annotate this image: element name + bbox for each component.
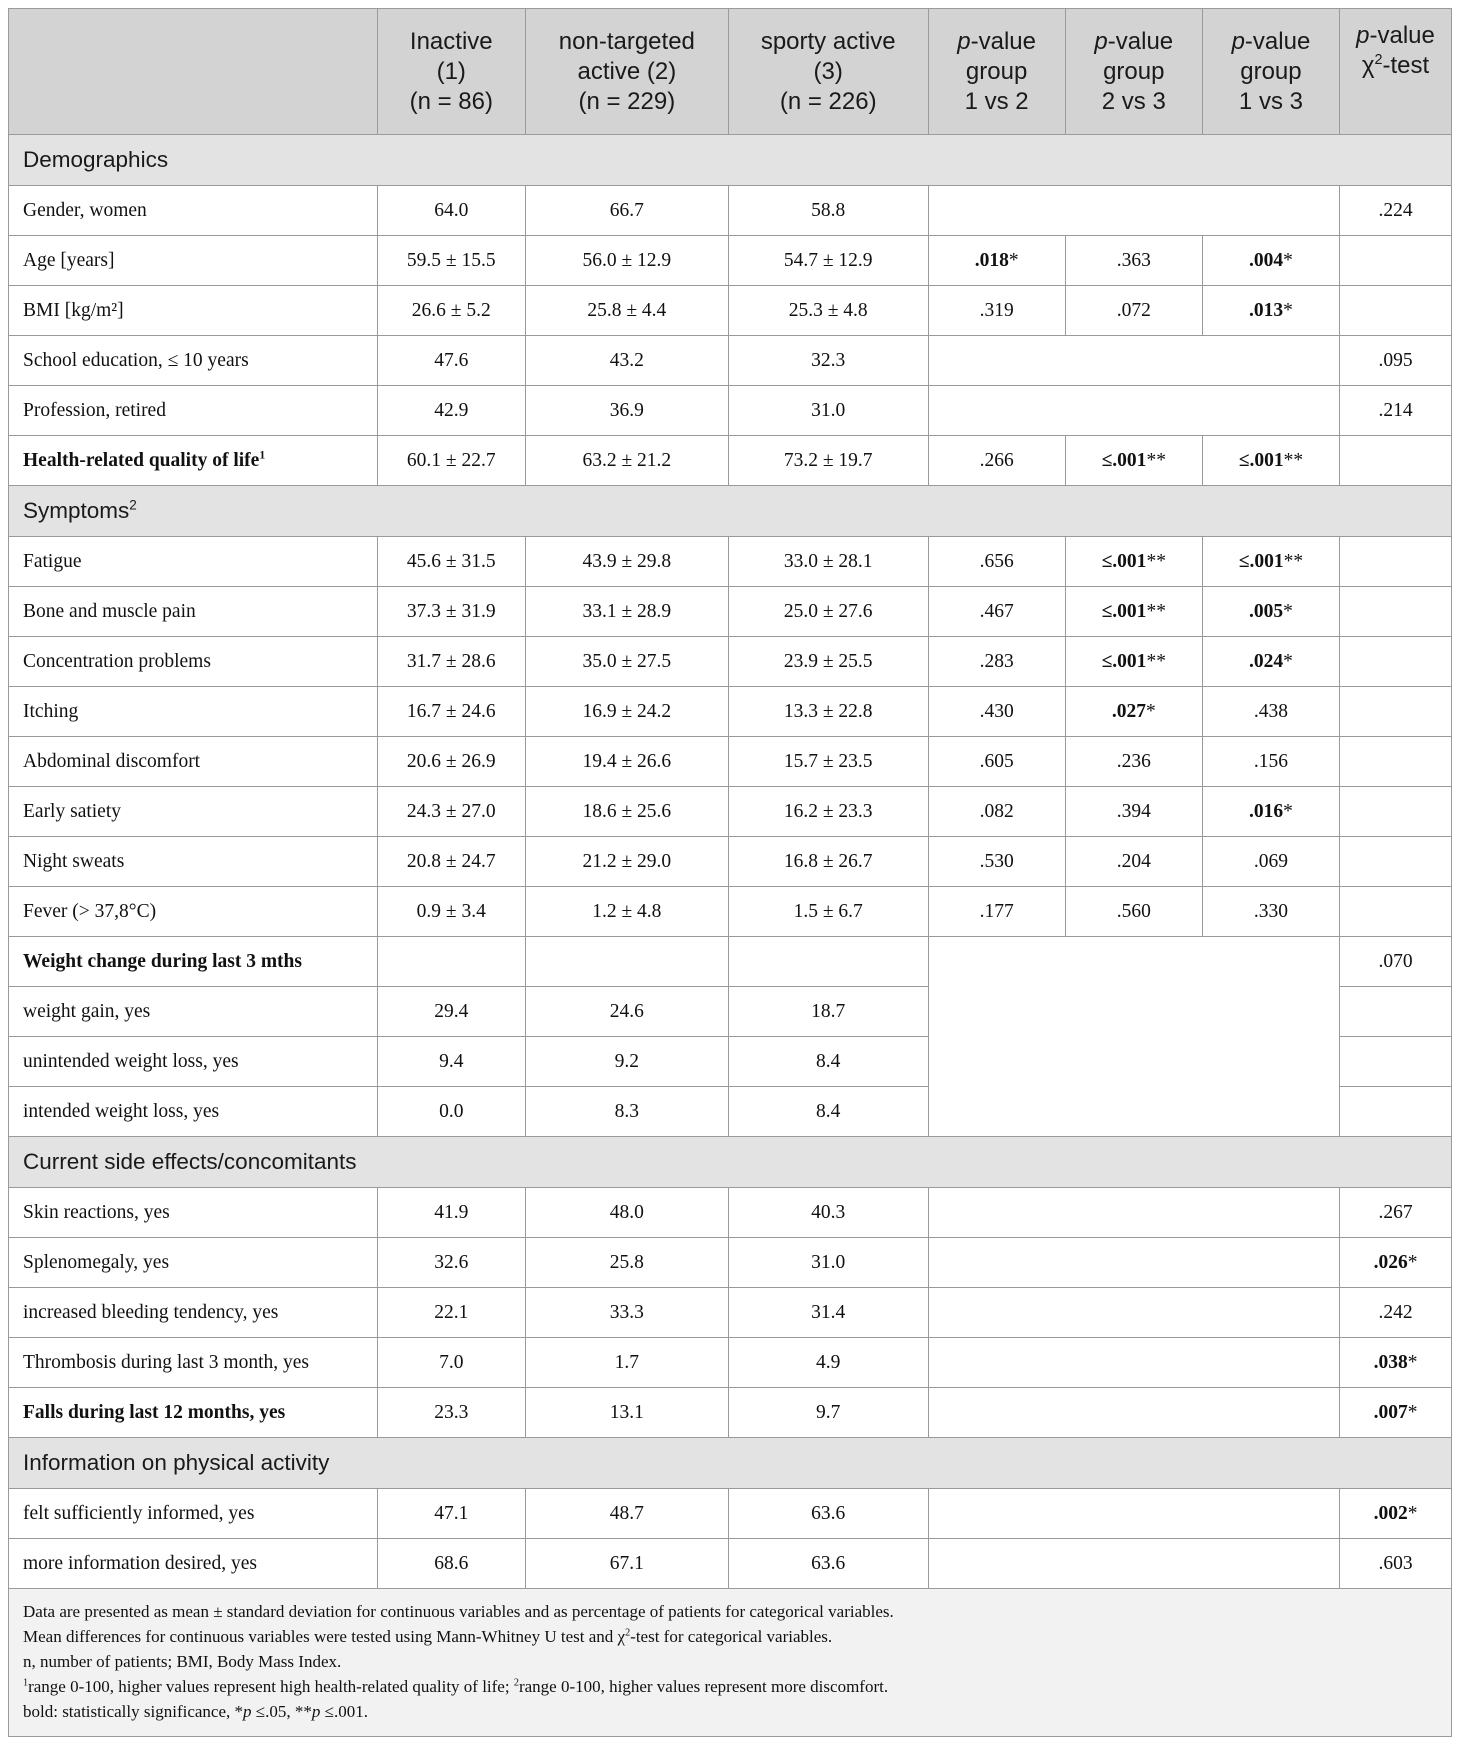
p-value: .002: [1373, 1502, 1408, 1524]
cell-p23: .204: [1065, 837, 1202, 887]
cell-p13: [1202, 236, 1339, 286]
cell-group1: 9.4: [377, 1037, 525, 1087]
cell-pairwise-empty: [928, 937, 1339, 1137]
cell-group1: 7.0: [377, 1338, 525, 1388]
cell-pchi: [1340, 436, 1452, 486]
cell-group2: 13.1: [525, 1388, 728, 1438]
cell-pairwise-empty: [928, 336, 1339, 386]
cell-group1: 22.1: [377, 1288, 525, 1338]
significance-star: **: [1283, 550, 1304, 572]
header-p12-line3: 1 vs 2: [964, 87, 1029, 115]
cell-pchi: [1340, 236, 1452, 286]
p-italic: p: [1356, 22, 1370, 49]
cell-pchi: [1340, 537, 1452, 587]
footnote-line: [23, 1624, 1437, 1649]
header-group1: [377, 9, 525, 135]
p-value: ≤.001: [1238, 449, 1284, 471]
cell-group3: 8.4: [728, 1037, 928, 1087]
footnote-line: [23, 1699, 1437, 1724]
table-row: [9, 286, 1452, 336]
table-row: [9, 1388, 1452, 1438]
cell-p13: [1202, 436, 1339, 486]
section-symptoms: [9, 486, 1452, 537]
cell-group2: 48.0: [525, 1188, 728, 1238]
p-italic: p: [957, 27, 971, 55]
p-value-suffix: -value: [970, 27, 1036, 55]
results-table: [8, 8, 1452, 1737]
row-label: Fatigue: [9, 537, 378, 587]
row-label: Falls during last 12 months, yes: [9, 1388, 378, 1438]
table-row: [9, 436, 1452, 486]
cell-pchi: [1340, 1388, 1452, 1438]
p-value: .038: [1373, 1351, 1408, 1373]
header-group2-line2: active (2): [577, 57, 677, 85]
cell-p13: [1202, 537, 1339, 587]
cell-p12: .605: [928, 737, 1065, 787]
cell-group2: 1.2 ± 4.8: [525, 887, 728, 937]
table-footnotes: [9, 1589, 1452, 1737]
cell-p13: .438: [1202, 687, 1339, 737]
significance-star: *: [1283, 650, 1293, 672]
table-row: [9, 1338, 1452, 1388]
significance-star: *: [1407, 1502, 1418, 1524]
cell-group1: 41.9: [377, 1188, 525, 1238]
cell-group1: 68.6: [377, 1539, 525, 1589]
section-symptoms-label: Symptoms: [23, 498, 130, 523]
cell-group1: 26.6 ± 5.2: [377, 286, 525, 336]
section-demographics: Demographics: [9, 135, 1452, 186]
cell-group3: 32.3: [728, 336, 928, 386]
chi-symbol: χ: [1361, 52, 1375, 79]
cell-pchi: [1340, 1338, 1452, 1388]
cell-group2: 8.3: [525, 1087, 728, 1137]
cell-p13: .069: [1202, 837, 1339, 887]
footnote-text: range 0-100, higher values represent more discomfort.: [518, 1677, 889, 1696]
cell-group2: 63.2 ± 21.2: [525, 436, 728, 486]
p-value: ≤.001: [1101, 449, 1147, 471]
cell-p23: .363: [1065, 236, 1202, 286]
footnote-text: ≤.001.: [320, 1702, 368, 1721]
row-label: Bone and muscle pain: [9, 587, 378, 637]
table-row: [9, 537, 1452, 587]
cell-pchi: [1340, 687, 1452, 737]
cell-group3: 15.7 ± 23.5: [728, 737, 928, 787]
row-label: Thrombosis during last 3 month, yes: [9, 1338, 378, 1388]
footnote-marker: 1: [259, 448, 266, 461]
cell-p23: [1065, 587, 1202, 637]
cell-group3: 4.9: [728, 1338, 928, 1388]
cell-group1: 24.3 ± 27.0: [377, 787, 525, 837]
cell-pchi: [1340, 286, 1452, 336]
cell-group1: 64.0: [377, 186, 525, 236]
p-value: ≤.001: [1238, 550, 1284, 572]
cell-p23: .560: [1065, 887, 1202, 937]
chi-superscript: 2: [625, 1627, 631, 1639]
significance-star: **: [1146, 550, 1166, 572]
footnote-text: ≤.05, **: [251, 1702, 312, 1721]
cell-pairwise-empty: [928, 186, 1339, 236]
cell-group3: 25.0 ± 27.6: [728, 587, 928, 637]
p-value-suffix: -value: [1244, 27, 1311, 55]
cell-p23: .394: [1065, 787, 1202, 837]
cell-group3: 18.7: [728, 987, 928, 1037]
cell-group2: 43.9 ± 29.8: [525, 537, 728, 587]
cell-pairwise-empty: [928, 1188, 1339, 1238]
cell-group2: 35.0 ± 27.5: [525, 637, 728, 687]
table-row: [9, 1489, 1452, 1539]
row-label: Itching: [9, 687, 378, 737]
cell-pairwise-empty: [928, 1388, 1339, 1438]
footnote-line: [23, 1674, 1437, 1699]
cell-p12: .530: [928, 837, 1065, 887]
table-row: [9, 837, 1452, 887]
row-label: Fever (> 37,8°C): [9, 887, 378, 937]
header-p23: [1065, 9, 1202, 135]
row-label: Night sweats: [9, 837, 378, 887]
cell-group2: 48.7: [525, 1489, 728, 1539]
cell-pchi: .603: [1340, 1539, 1452, 1589]
cell-pchi: [1340, 1489, 1452, 1539]
table-row: [9, 1188, 1452, 1238]
section-row: [9, 1438, 1452, 1489]
footnote-marker: 1: [23, 1677, 29, 1689]
p-value-suffix: -value: [1369, 22, 1435, 49]
footnote-text: bold: statistically significance, *: [23, 1702, 244, 1721]
cell-pchi: [1340, 637, 1452, 687]
header-group1-line1: Inactive: [409, 27, 493, 55]
header-p13: [1202, 9, 1339, 135]
header-p23-line3: 2 vs 3: [1101, 87, 1166, 115]
cell-group2: [525, 937, 728, 987]
cell-p12: .656: [928, 537, 1065, 587]
cell-group2: 66.7: [525, 186, 728, 236]
header-p13-line3: 1 vs 3: [1238, 87, 1303, 115]
cell-pairwise-empty: [928, 1338, 1339, 1388]
cell-group1: 20.6 ± 26.9: [377, 737, 525, 787]
cell-group1: 37.3 ± 31.9: [377, 587, 525, 637]
cell-group3: 16.8 ± 26.7: [728, 837, 928, 887]
header-group3-line1: sporty active: [760, 27, 896, 55]
cell-group3: 54.7 ± 12.9: [728, 236, 928, 286]
p-italic: p: [311, 1702, 321, 1721]
cell-group3: 33.0 ± 28.1: [728, 537, 928, 587]
p-value: .026: [1373, 1251, 1408, 1273]
row-label: Early satiety: [9, 787, 378, 837]
cell-group1: 29.4: [377, 987, 525, 1037]
section-information: Information on physical activity: [9, 1438, 1452, 1489]
header-label-column: [9, 9, 378, 135]
cell-group3: 8.4: [728, 1087, 928, 1137]
table-row: [9, 386, 1452, 436]
cell-group1: 42.9: [377, 386, 525, 436]
cell-pairwise-empty: [928, 386, 1339, 436]
cell-pchi: [1340, 887, 1452, 937]
cell-pchi: [1340, 837, 1452, 887]
chi-superscript: 2: [1374, 52, 1383, 68]
cell-group1: 0.9 ± 3.4: [377, 887, 525, 937]
table-row: [9, 186, 1452, 236]
header-p13-line2: group: [1240, 57, 1302, 85]
header-group3-line2: (3): [813, 57, 843, 85]
table-row: [9, 236, 1452, 286]
footnote-text: -test for categorical variables.: [630, 1627, 833, 1646]
cell-group2: 33.3: [525, 1288, 728, 1338]
header-p12: [928, 9, 1065, 135]
table-row: [9, 887, 1452, 937]
section-row: [9, 486, 1452, 537]
cell-group2: 67.1: [525, 1539, 728, 1589]
header-p12-line2: group: [965, 57, 1028, 85]
p-value: .007: [1373, 1401, 1408, 1423]
cell-p13: [1202, 286, 1339, 336]
significance-star: *: [1283, 249, 1293, 271]
cell-pchi: .242: [1340, 1288, 1452, 1338]
header-group2-line3: (n = 229): [578, 87, 676, 115]
cell-group2: 16.9 ± 24.2: [525, 687, 728, 737]
header-p23-line2: group: [1103, 57, 1165, 85]
header-group1-line3: (n = 86): [409, 87, 493, 115]
cell-pchi: [1340, 1238, 1452, 1288]
chi-symbol: χ: [617, 1627, 626, 1646]
cell-pairwise-empty: [928, 1238, 1339, 1288]
significance-star: **: [1283, 449, 1304, 471]
cell-group1: [377, 937, 525, 987]
row-label: [9, 436, 378, 486]
row-label: felt sufficiently informed, yes: [9, 1489, 378, 1539]
p-italic: p: [1231, 27, 1245, 55]
p-italic: p: [1094, 27, 1108, 55]
significance-star: **: [1146, 449, 1166, 471]
significance-star: *: [1407, 1401, 1418, 1423]
cell-group2: 18.6 ± 25.6: [525, 787, 728, 837]
row-label-text: Health-related quality of life: [23, 449, 260, 471]
cell-group3: 63.6: [728, 1489, 928, 1539]
cell-group2: 25.8 ± 4.4: [525, 286, 728, 336]
significance-star: *: [1407, 1251, 1418, 1273]
table-row: [9, 687, 1452, 737]
header-group3-line3: (n = 226): [779, 87, 877, 115]
footnote-marker: 2: [129, 497, 137, 513]
cell-group1: 20.8 ± 24.7: [377, 837, 525, 887]
table-row: [9, 587, 1452, 637]
significance-star: *: [1407, 1351, 1418, 1373]
cell-group2: 24.6: [525, 987, 728, 1037]
significance-star: *: [1283, 600, 1293, 622]
p-value-suffix: -value: [1107, 27, 1174, 55]
row-label: unintended weight loss, yes: [9, 1037, 378, 1087]
cell-group1: 16.7 ± 24.6: [377, 687, 525, 737]
cell-group3: 9.7: [728, 1388, 928, 1438]
header-group2-line1: non-targeted: [558, 27, 695, 55]
p-value: ≤.001: [1101, 550, 1147, 572]
cell-p12: .082: [928, 787, 1065, 837]
cell-pchi: .095: [1340, 336, 1452, 386]
table-row: [9, 1288, 1452, 1338]
cell-group2: 56.0 ± 12.9: [525, 236, 728, 286]
cell-group1: 32.6: [377, 1238, 525, 1288]
row-label: School education, ≤ 10 years: [9, 336, 378, 386]
cell-p12: .430: [928, 687, 1065, 737]
row-label: Skin reactions, yes: [9, 1188, 378, 1238]
cell-group3: 31.0: [728, 386, 928, 436]
footnote-line: n, number of patients; BMI, Body Mass Index.: [23, 1652, 342, 1671]
p-value: .027: [1111, 700, 1146, 722]
header-pchi-line2: -test: [1382, 52, 1430, 79]
cell-p13: [1202, 787, 1339, 837]
row-label: weight gain, yes: [9, 987, 378, 1037]
cell-group1: 59.5 ± 15.5: [377, 236, 525, 286]
table-row: [9, 1238, 1452, 1288]
p-italic: p: [243, 1702, 252, 1721]
cell-pchi: .214: [1340, 386, 1452, 436]
cell-group3: 31.4: [728, 1288, 928, 1338]
cell-p12: .266: [928, 436, 1065, 486]
table-row: [9, 787, 1452, 837]
cell-group2: 19.4 ± 26.6: [525, 737, 728, 787]
significance-star: *: [1145, 700, 1156, 722]
table-row: [9, 937, 1452, 987]
cell-group2: 36.9: [525, 386, 728, 436]
footnote-text: range 0-100, higher values represent high health-related quality of life;: [28, 1677, 514, 1696]
cell-group1: 60.1 ± 22.7: [377, 436, 525, 486]
row-label: intended weight loss, yes: [9, 1087, 378, 1137]
footnote-marker: 2: [513, 1677, 519, 1689]
cell-pchi: .070: [1340, 937, 1452, 987]
p-value: ≤.001: [1101, 600, 1147, 622]
cell-p23: .236: [1065, 737, 1202, 787]
significance-star: *: [1283, 299, 1293, 321]
cell-group3: [728, 937, 928, 987]
cell-pchi: [1340, 1087, 1452, 1137]
cell-p23: [1065, 436, 1202, 486]
cell-p12: .177: [928, 887, 1065, 937]
cell-group3: 1.5 ± 6.7: [728, 887, 928, 937]
header-group1-line2: (1): [436, 57, 466, 85]
row-label: Splenomegaly, yes: [9, 1238, 378, 1288]
cell-pairwise-empty: [928, 1539, 1339, 1589]
cell-group1: 31.7 ± 28.6: [377, 637, 525, 687]
p-value: ≤.001: [1101, 650, 1147, 672]
table-row: [9, 1539, 1452, 1589]
row-label: Age [years]: [9, 236, 378, 286]
header-pchi: [1340, 9, 1452, 135]
significance-star: **: [1146, 600, 1166, 622]
section-row: [9, 1137, 1452, 1188]
row-label: increased bleeding tendency, yes: [9, 1288, 378, 1338]
cell-group2: 25.8: [525, 1238, 728, 1288]
cell-group1: 47.6: [377, 336, 525, 386]
cell-group1: 45.6 ± 31.5: [377, 537, 525, 587]
p-value: .016: [1249, 800, 1284, 822]
p-value: .024: [1249, 650, 1284, 672]
p-value: .005: [1249, 600, 1284, 622]
cell-group3: 31.0: [728, 1238, 928, 1288]
cell-group3: 16.2 ± 23.3: [728, 787, 928, 837]
cell-pairwise-empty: [928, 1288, 1339, 1338]
section-row: [9, 135, 1452, 186]
cell-group1: 23.3: [377, 1388, 525, 1438]
cell-p13: .330: [1202, 887, 1339, 937]
header-row: [9, 9, 1452, 135]
cell-pchi: [1340, 787, 1452, 837]
cell-pchi: [1340, 737, 1452, 787]
cell-p23: [1065, 637, 1202, 687]
footnote-row: [9, 1589, 1452, 1737]
cell-p23: .072: [1065, 286, 1202, 336]
header-group3: [728, 9, 928, 135]
table-row: [9, 336, 1452, 386]
table-row: [9, 637, 1452, 687]
p-value: .018: [974, 249, 1009, 271]
cell-p12: .283: [928, 637, 1065, 687]
cell-pchi: .267: [1340, 1188, 1452, 1238]
p-value: .004: [1249, 249, 1284, 271]
cell-group2: 43.2: [525, 336, 728, 386]
row-label: Abdominal discomfort: [9, 737, 378, 787]
cell-p12: .319: [928, 286, 1065, 336]
cell-p13: [1202, 637, 1339, 687]
cell-group3: 13.3 ± 22.8: [728, 687, 928, 737]
cell-pchi: [1340, 587, 1452, 637]
cell-p23: [1065, 537, 1202, 587]
row-label: Weight change during last 3 mths: [9, 937, 378, 987]
cell-p12: .467: [928, 587, 1065, 637]
p-value: .013: [1249, 299, 1284, 321]
footnote-line: Data are presented as mean ± standard deviation for continuous variables and as percentage of patients for categorical variables.: [23, 1602, 894, 1621]
footnote-text: Mean differences for continuous variables were tested using Mann-Whitney U test and: [23, 1627, 618, 1646]
cell-pchi: .224: [1340, 186, 1452, 236]
cell-group2: 33.1 ± 28.9: [525, 587, 728, 637]
cell-p12: [928, 236, 1065, 286]
cell-p13: [1202, 587, 1339, 637]
cell-group3: 58.8: [728, 186, 928, 236]
row-label: Gender, women: [9, 186, 378, 236]
section-side-effects: Current side effects/concomitants: [9, 1137, 1452, 1188]
cell-p13: .156: [1202, 737, 1339, 787]
significance-star: **: [1146, 650, 1166, 672]
row-label: BMI [kg/m²]: [9, 286, 378, 336]
table-row: [9, 737, 1452, 787]
cell-group3: 40.3: [728, 1188, 928, 1238]
cell-group3: 63.6: [728, 1539, 928, 1589]
cell-group3: 25.3 ± 4.8: [728, 286, 928, 336]
cell-group1: 47.1: [377, 1489, 525, 1539]
cell-group3: 23.9 ± 25.5: [728, 637, 928, 687]
significance-star: *: [1008, 249, 1019, 271]
row-label: more information desired, yes: [9, 1539, 378, 1589]
cell-pchi: [1340, 1037, 1452, 1087]
cell-group3: 73.2 ± 19.7: [728, 436, 928, 486]
cell-group2: 9.2: [525, 1037, 728, 1087]
significance-star: *: [1283, 800, 1293, 822]
cell-pchi: [1340, 987, 1452, 1037]
row-label: Profession, retired: [9, 386, 378, 436]
cell-group2: 21.2 ± 29.0: [525, 837, 728, 887]
cell-p23: [1065, 687, 1202, 737]
row-label: Concentration problems: [9, 637, 378, 687]
cell-pairwise-empty: [928, 1489, 1339, 1539]
cell-group2: 1.7: [525, 1338, 728, 1388]
cell-group1: 0.0: [377, 1087, 525, 1137]
header-group2: [525, 9, 728, 135]
